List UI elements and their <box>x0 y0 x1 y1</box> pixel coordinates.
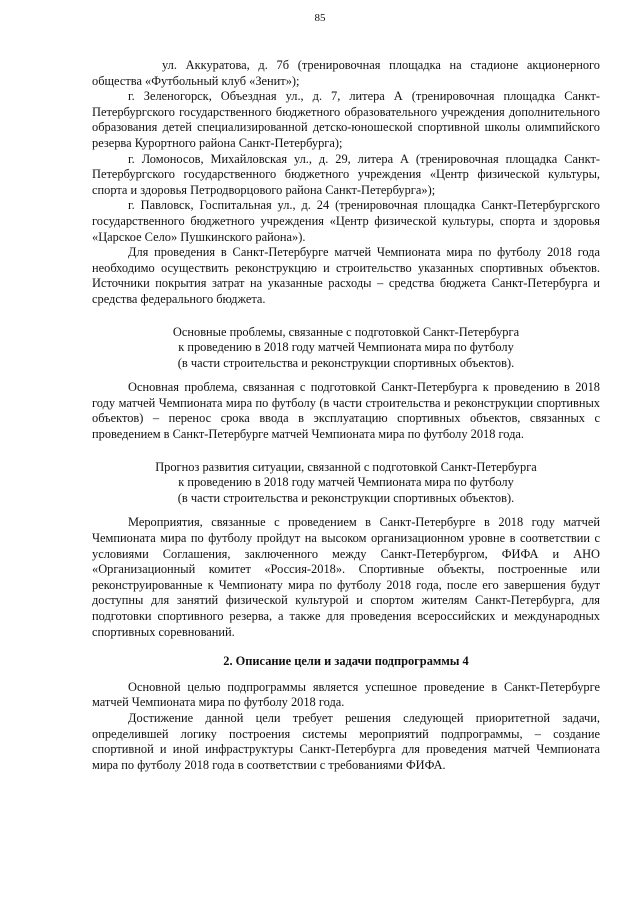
heading-line: к проведению в 2018 году матчей Чемпионата мира по футболу <box>178 340 514 355</box>
paragraph-goal: Основной целью подпрограммы является успешное проведение в Санкт-Петербурге матчей Чемпионата мира по футболу 2018 года. <box>92 679 600 710</box>
paragraph-task: Достижение данной цели требует решения следующей приоритетной задачи, определившей логику построения системы мероприятий подпрограммы, – создание спортивной и иной инфраструктуры Санкт-Петербурга для проведения матчей Чемпионата мира по футболу 2018 года в соответствии с требованиями ФИФА. <box>92 710 600 772</box>
address-item-akkuratova: ул. Аккуратова, д. 7б (тренировочная площадка на стадионе акционерного общества «Футбольный клуб «Зенит»); <box>92 58 600 88</box>
heading-line: Прогноз развития ситуации, связанной с подготовкой Санкт-Петербурга <box>155 459 537 474</box>
paragraph-main-problem: Основная проблема, связанная с подготовкой Санкт-Петербурга к проведению в 2018 году матчей Чемпионата мира по футболу (в части строительства и реконструкции спортивных объектов) – перенос срока ввода в эксплуатацию спортивных объектов, связанных с проведением в Санкт-Петербурге матчей Чемпионата мира по футболу 2018 года. <box>92 380 600 442</box>
page-number: 85 <box>314 12 326 24</box>
heading-line: (в части строительства и реконструкции спортивных объектов). <box>177 490 515 505</box>
heading-forecast <box>92 460 600 507</box>
document-body <box>92 58 600 773</box>
heading-line: (в части строительства и реконструкции спортивных объектов). <box>177 355 515 370</box>
section-title: 2. Описание цели и задачи подпрограммы 4 <box>223 654 469 669</box>
address-item-lomonosov: г. Ломоносов, Михайловская ул., д. 29, литера А (тренировочная площадка Санкт-Петербургского государственного бюджетного учреждения «Центр физической культуры, спорта и здоровья Петродворцового района Санкт-Петербурга»); <box>92 151 600 197</box>
address-item-zelenogorsk: г. Зеленогорск, Объездная ул., д. 7, литера А (тренировочная площадка Санкт-Петербургского государственного бюджетного образовательного учреждения дополнительного образования детей специализированной детско-юношеской спортивной школы олимпийского резерва Курортного района Санкт-Петербурга); <box>92 89 600 150</box>
paragraph-funding: Для проведения в Санкт-Петербурге матчей Чемпионата мира по футболу 2018 года необходимо осуществить реконструкцию и строительство указанных спортивных объектов. Источники покрытия затрат на указанные расходы – средства бюджета Санкт-Петербурга и средства федерального бюджета. <box>92 245 600 306</box>
address-item-pavlovsk: г. Павловск, Госпитальная ул., д. 24 (тренировочная площадка Санкт-Петербургского государственного бюджетного учреждения «Центр физической культуры, спорта и здоровья «Царское Село» Пушкинского района»). <box>92 198 600 244</box>
heading-line: к проведению в 2018 году матчей Чемпионата мира по футболу <box>178 475 514 490</box>
paragraph-forecast: Мероприятия, связанные с проведением в Санкт-Петербурге в 2018 году матчей Чемпионата мира по футболу пройдут на высоком организационном уровне в соответствии с условиями Соглашения, заключенного между Санкт-Петербургом, ФИФА и АНО «Организационный комитет «Россия-2018». Спортивные объекты, построенные или реконструированные к Чемпионату мира по футболу 2018 года, после его завершения будут доступны для занятий физической культурой и спортом жителям Санкт-Петербурга, для подготовки спортивного резерва, а также для проведения всероссийских и международных спортивных соревнований. <box>92 515 600 639</box>
heading-line: Основные проблемы, связанные с подготовкой Санкт-Петербурга <box>172 324 520 339</box>
heading-main-problems <box>92 325 600 372</box>
